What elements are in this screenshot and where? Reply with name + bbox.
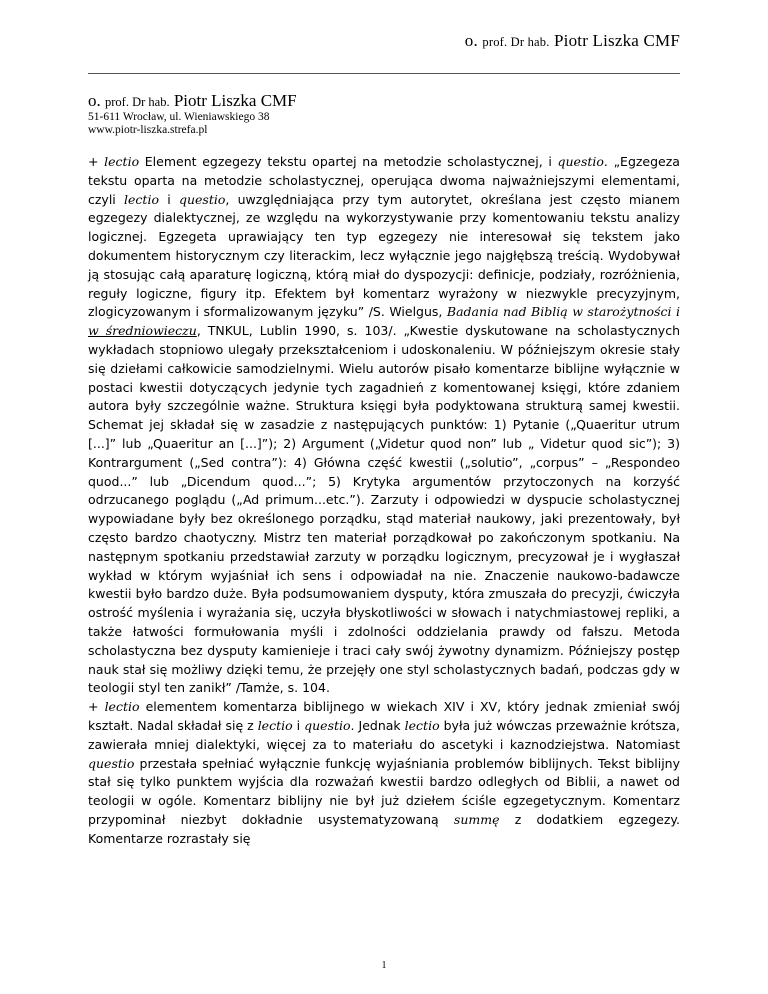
p2-text-2: i [296, 717, 301, 733]
running-header [465, 31, 680, 51]
header-rule [88, 73, 680, 74]
p1-term-4: questio [178, 191, 226, 207]
p2-term-4: lectio [404, 717, 440, 733]
p1-text-3: i [167, 191, 171, 207]
header-name: Piotr Liszka CMF [554, 31, 680, 50]
p1-text-5: , TNKUL, Lublin 1990, s. 103/. „Kwestie dyskutowane na scholastycznych wykładach stopniowo ulegały przekształceniom i udoskonaleniu. W późniejszym okresie stały się dziełami całkowicie samodzielnymi. Wielu autorów pisało komentarze biblijne wyłącznie w postaci kwestii dotyczących jedynie tych zagadnień z komentowanej księgi, które zdaniem autora były szczególnie ważne. Struktura księgi była podyktowana strukturą samej kwestii. Schemat jej składał się w zasadzie z następujących punktów: 1) Pytanie („Quaeritur utrum [...]” lub „Quaeritur an [...]”); 2) Argument („Videtur quod non” lub „ Videtur quod sic”); 3) Kontrargument („Sed contra”): 4) Główna część kwestii („solutio”, „corpus” – „Respondeo quod...” lub „Dicendum quod...”; 5) Krytyka argumentów przytoczonych na korzyść odrzucanego poglądu („Ad primum...etc.”). Zarzuty i odpowiedzi w dyspucie scholastycznej wypowiadane były bez określonego porządku, stąd materiał naukowy, jaki prezentowały, był często bardzo chaotyczny. Mistrz ten materiał porządkował po zakończonym spotkaniu. Na następnym spotkaniu przedstawiał zarzuty w porządku logicznym, precyzował je i wygłaszał wykład w którym wyjaśniał ich sens i odpowiadał na nie. Znaczenie naukowo-badawcze kwestii było bardzo duże. Była podsumowaniem dysputy, która zmuszała do precyzji, ćwiczyła ostrość myślenia i wyrażania się, uczyła błyskotliwości w słowach i natychmiastowej repliki, a także łatwości formułowania myśli i zdolności oddzielania prawdy od fałszu. Metoda scholastyczna bez dysputy kamienieje i traci cały swój żywotny dynamizm. Późniejszy postęp nauk stał się możliwy dzięki temu, że przejęły one styl scholastycznych badań, podczas gdy w teologii styl ten zanikł” /Tamże, s. 104. [88, 323, 680, 696]
page-number: 1 [381, 960, 387, 971]
p2-term-3: questio [304, 717, 351, 733]
author-prefix: o. [88, 91, 101, 110]
p1-text-4: , uwzględniająca przy tym autorytet, określana jest często mianem egzegezy dialektycznej, ze względu na wykorzystywanie przy komentowaniu tekstu analizy logicznej. Egzegeta uprawiający ten typ egzegezy nie interesował się tekstem jako dokumentem historycznym czy literackim, lecz wyłącznie jego najgłębszą treścią. Wydobywał ją stosując całą aparaturę logiczną, którą miał do dyspozycji: definicje, podziały, rozróżnienia, reguły logiczne, figury itp. Efektem był komentarz wyrażony w niezwykle precyzyjnym, zlogicyzowanym i sformalizowanym języku” /S. Wielgus, [88, 191, 680, 320]
p2-text-1: elementem komentarza biblijnego w wiekach XIV i XV, który jednak zmieniał swój kształt. Nadal składał się z [88, 699, 680, 733]
p1-term-2: questio [557, 154, 604, 169]
author-address: 51-611 Wrocław, ul. Wieniawskiego 38 [88, 111, 270, 123]
p1-term-3: lectio [124, 191, 159, 207]
p1-citation-title-b: w średniowieczu [88, 323, 197, 339]
p1-marker: + [88, 154, 99, 169]
p1-text-1: Element egzegezy tekstu opartej na metodzie scholastycznej, i [144, 154, 552, 169]
p2-term: lectio [104, 699, 140, 715]
header-title-small: prof. Dr hab. [482, 35, 550, 49]
p2-marker: + [88, 699, 99, 715]
author-title-small: prof. Dr hab. [105, 95, 170, 109]
header-prefix: o. [464, 31, 478, 50]
p2-text-6: z dodatkiem egzegezy. Komentarze rozrastały się [88, 811, 680, 846]
body-text [88, 153, 680, 848]
p2-text-3: . Jednak [350, 717, 401, 733]
paragraph-1 [88, 153, 680, 698]
p2-term-6: summę [453, 811, 500, 827]
author-block [88, 91, 297, 137]
p2-text-4: była już wówczas przeważnie krótsza, zawierała mniej dialektyki, więcej za to materiału do ascetyki i kaznodziejstwa. Natomiast [88, 717, 680, 752]
p1-text-2: . „Egzegeza tekstu oparta na metodzie scholastycznej, operująca dwoma najważniejszymi elementami, czyli [88, 154, 680, 207]
p1-term: lectio [104, 154, 140, 169]
author-name: Piotr Liszka CMF [173, 91, 297, 110]
p2-term-2: lectio [257, 717, 293, 733]
p2-text-5: przestała spełniać wyłącznie funkcję wyjaśniania problemów biblijnych. Tekst biblijny stał się tylko punktem wyjścia dla rozważań kwestii bardzo odległych od Biblii, a nawet od teologii w ogóle. Komentarz biblijny nie był już dziełem ściśle egzegetycznym. Komentarz przypominał niezbyt dokładnie usystematyzowaną [88, 755, 681, 827]
paragraph-2 [88, 698, 680, 848]
p1-citation-title-a: Badania nad Biblią w starożytności i [446, 304, 680, 320]
author-website: www.piotr-liszka.strefa.pl [88, 124, 208, 136]
p2-term-5: questio [88, 755, 135, 771]
author-name-line [88, 91, 297, 111]
